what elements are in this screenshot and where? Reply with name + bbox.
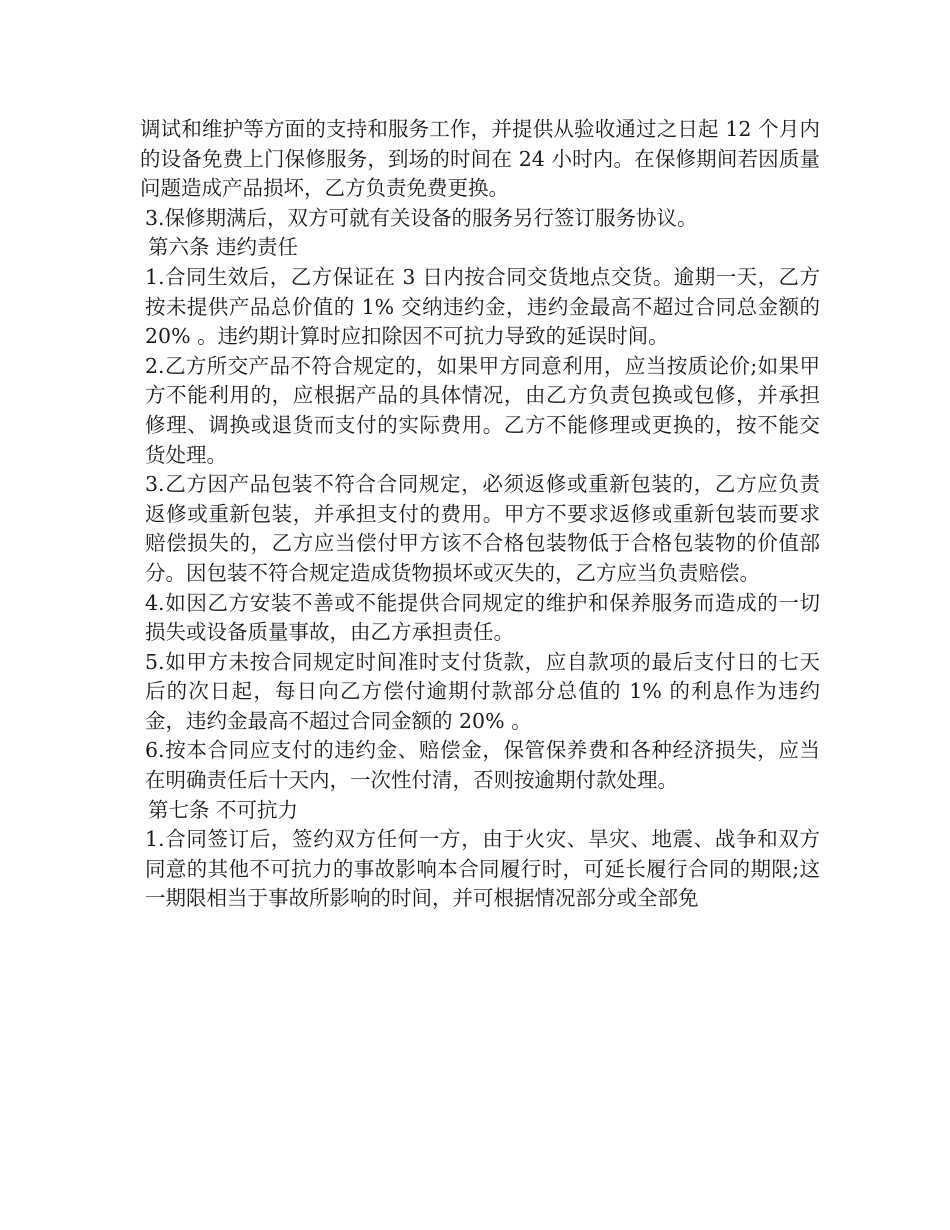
paragraph-clause-6-6: 6.按本合同应支付的违约金、赔偿金，保管保养费和各种经济损失，应当在明确责任后十天内，一次性付清，否则按逾期付款处理。 xyxy=(145,738,820,793)
section-heading-article-6: 第六条 违约责任 xyxy=(148,235,299,260)
paragraph-clause-6-3: 3.乙方因产品包装不符合合同规定，必须返修或重新包装的，乙方应负责返修或重新包装，并承担支付的费用。甲方不要求返修或重新包装而要求赔偿损失的，乙方应当偿付甲方该不合格包装物低于合格包装物的价值部分。因包装不符合规定造成货物损坏或灭失的，乙方应当负责赔偿。 xyxy=(145,472,820,585)
paragraph-clause-6-4: 4.如因乙方安装不善或不能提供合同规定的维护和保养服务而造成的一切损失或设备质量事故，由乙方承担责任。 xyxy=(145,590,820,645)
section-heading-article-7: 第七条 不可抗力 xyxy=(148,797,299,822)
paragraph-clause-6-2: 2.乙方所交产品不符合规定的，如果甲方同意利用，应当按质论价;如果甲方不能利用的，应根据产品的具体情况，由乙方负责包换或包修，并承担修理、调换或退货而支付的实际费用。乙方不能修理或更换的，按不能交货处理。 xyxy=(145,353,820,467)
paragraph-clause-7-1: 1.合同签订后，签约双方任何一方，由于火灾、旱灾、地震、战争和双方同意的其他不可抗力的事故影响本合同履行时，可延长履行合同的期限;这一期限相当于事故所影响的时间，并可根据情况部分或全部免 xyxy=(145,827,820,911)
document-body xyxy=(140,115,820,914)
paragraph-clause-6-1: 1.合同生效后，乙方保证在 3 日内按合同交货地点交货。逾期一天，乙方按未提供产品总价值的 1% 交纳违约金，违约金最高不超过合同总金额的 20% 。违约期计算时应扣除因不可抗力导致的延误时间。 xyxy=(145,264,820,349)
paragraph-warranty-continued: 调试和维护等方面的支持和服务工作，并提供从验收通过之日起 12 个月内的设备免费上门保修服务，到场的时间在 24 小时内。在保修期间若因质量问题造成产品损坏，乙方负责免费更换。 xyxy=(140,117,820,201)
paragraph-clause-6-5: 5.如甲方未按合同规定时间准时支付货款，应自款项的最后支付日的七天后的次日起，每日向乙方偿付逾期付款部分总值的 1% 的利息作为违约金，违约金最高不超过合同金额的 20% 。 xyxy=(145,649,820,733)
paragraph-clause-5-3: 3.保修期满后，双方可就有关设备的服务另行签订服务协议。 xyxy=(145,205,698,230)
